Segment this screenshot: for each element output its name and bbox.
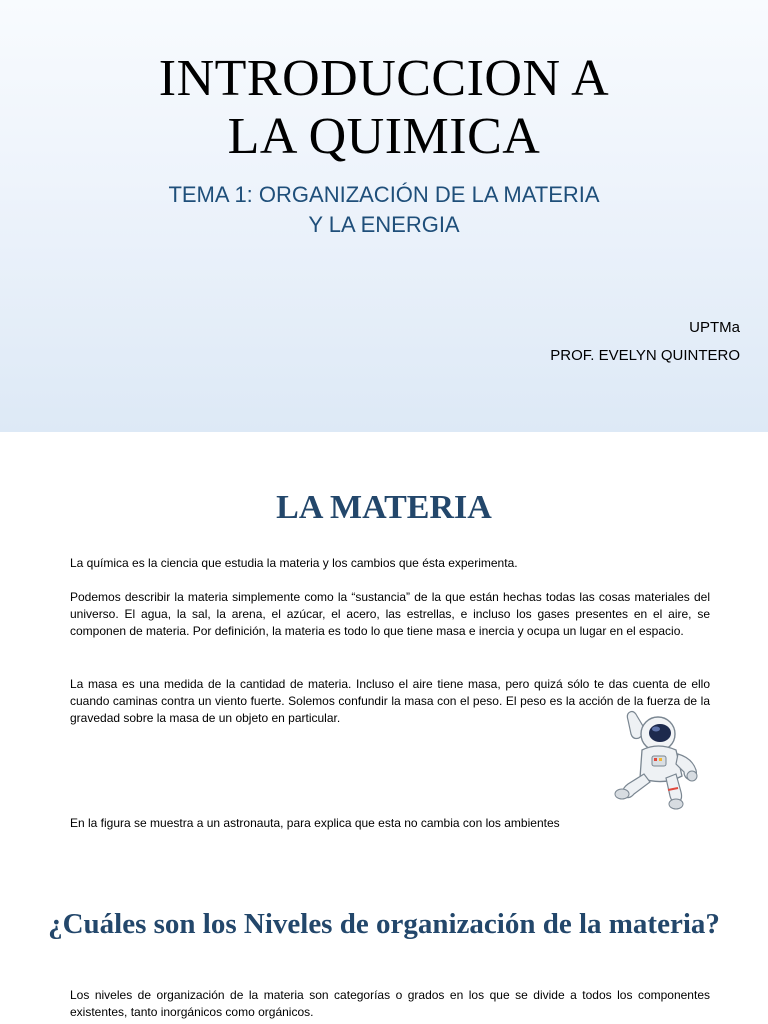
astronaut-caption: En la figura se muestra a un astronauta, para explica que esta no cambia con los ambientes [70,816,560,830]
niveles-heading: ¿Cuáles son los Niveles de organización de la materia? [48,908,720,940]
author-block [550,314,740,370]
main-title-line2: LA QUIMICA [227,108,541,165]
subtitle-line2: Y LA ENERGIA [308,212,460,237]
professor-label: PROF. EVELYN QUINTERO [550,347,740,364]
astronaut-illustration [608,706,708,814]
materia-heading: LA MATERIA [276,489,492,526]
main-title [0,50,768,166]
niveles-paragraph: Los niveles de organización de la materia son categorías o grados en los que se divide a todos los componentes existentes, tanto inorgánicos como orgánicos. [70,988,710,1019]
institution-label: UPTMa [689,319,740,336]
materia-paragraph-3: La masa es una medida de la cantidad de materia. Incluso el aire tiene masa, pero quizá sólo te das cuenta de ello cuando caminas contra un viento fuerte. Solemos confundir la masa con el peso. El peso es la acción de la fuerza de la gravedad sobre la masa de un objeto en particular. [70,677,710,725]
main-title-line1: INTRODUCCION A [158,50,610,107]
title-slide [0,0,768,432]
subtitle [0,180,768,240]
materia-paragraph-2: Podemos describir la materia simplemente como la “sustancia” de la que están hechas todas las cosas materiales del universo. El agua, la sal, la arena, el azúcar, el acero, las estrellas, e incluso los gases presentes en el aire, se componen de materia. Por definición, la materia es todo lo que tiene masa e inercia y ocupa un lugar en el espacio. [70,590,710,638]
materia-paragraph-1: La química es la ciencia que estudia la materia y los cambios que ésta experimenta. [70,556,518,570]
subtitle-line1: TEMA 1: ORGANIZACIÓN DE LA MATERIA [168,182,600,207]
